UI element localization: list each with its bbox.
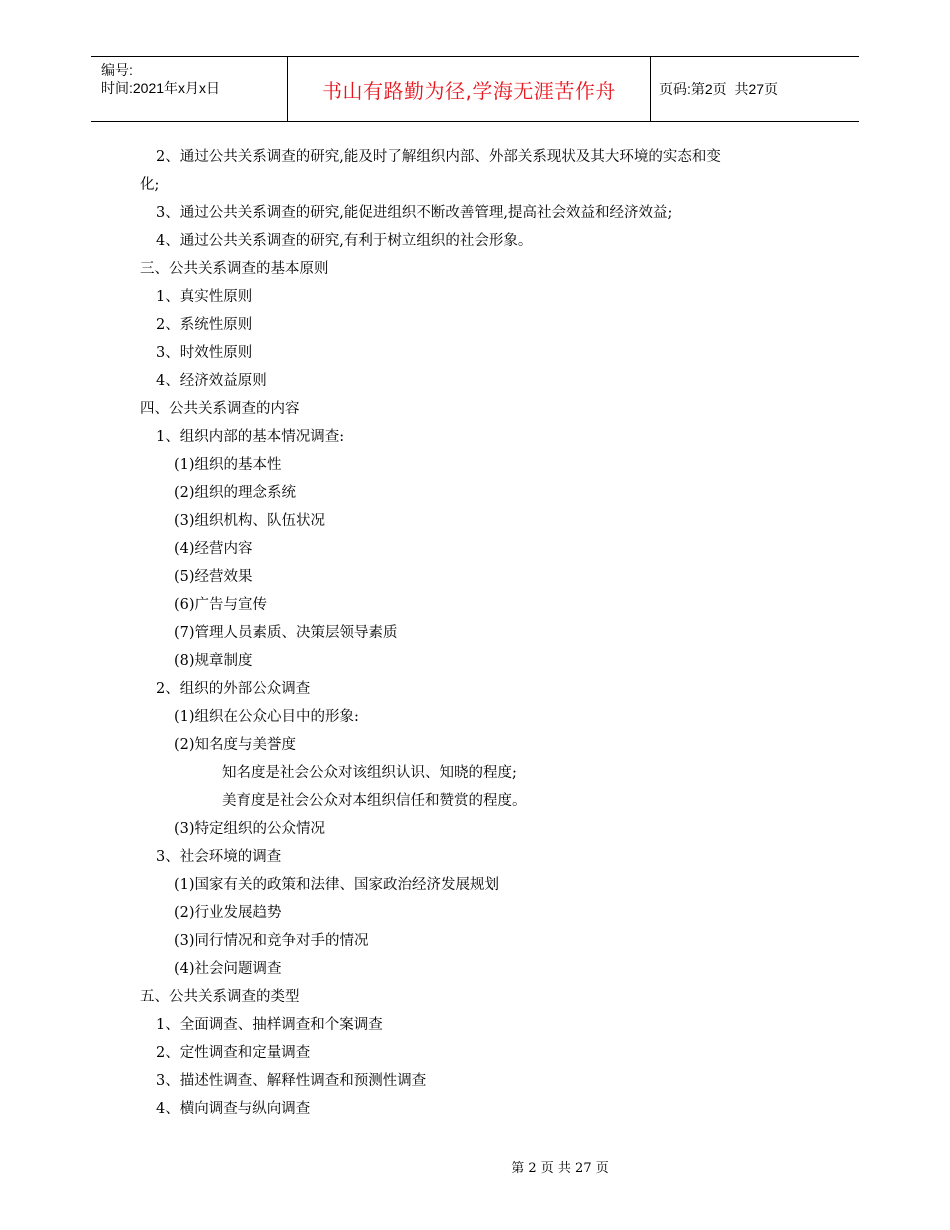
list-item: 2、定性调查和定量调查: [156, 1045, 311, 1061]
list-item: (7)管理人员素质、决策层领导素质: [174, 625, 398, 641]
header-motto: 书山有路勤为径,学海无涯苦作舟: [287, 57, 651, 121]
page-footer: 第 2 页 共 27 页: [511, 1161, 609, 1176]
note-line: 知名度是社会公众对该组织认识、知晓的程度;: [222, 765, 517, 781]
page-header: [91, 56, 859, 122]
list-item: (1)组织在公众心目中的形象:: [174, 709, 359, 725]
list-item: (3)组织机构、队伍状况: [174, 513, 326, 529]
list-item: (4)社会问题调查: [174, 961, 282, 977]
list-item: (3)同行情况和竞争对手的情况: [174, 933, 369, 949]
paragraph-2-continued: 化;: [140, 177, 160, 193]
list-item: 4、经济效益原则: [156, 373, 267, 389]
document-body: [140, 143, 820, 1123]
list-item: (4)经营内容: [174, 541, 253, 557]
section-3-heading: 三、公共关系调查的基本原则: [140, 261, 329, 277]
paragraph-4: 4、通过公共关系调查的研究,有利于树立组织的社会形象。: [156, 233, 533, 249]
list-item: 3、描述性调查、解释性调查和预测性调查: [156, 1073, 427, 1089]
list-item: (1)国家有关的政策和法律、国家政治经济发展规划: [174, 877, 500, 893]
header-page-info: [651, 57, 859, 121]
list-item: (1)组织的基本性: [174, 457, 282, 473]
note-line: 美育度是社会公众对本组织信任和赞赏的程度。: [222, 793, 527, 809]
list-item: 1、真实性原则: [156, 289, 253, 305]
paragraph-3: 3、通过公共关系调查的研究,能促进组织不断改善管理,提高社会效益和经济效益;: [156, 205, 673, 221]
page-info-text: 页码:第2页 共27页: [659, 81, 779, 97]
time-label: 时间:2021年x月x日: [101, 80, 221, 96]
section-4-heading: 四、公共关系调查的内容: [140, 401, 300, 417]
header-meta: [91, 57, 287, 121]
subsection-heading: 2、组织的外部公众调查: [156, 681, 311, 697]
list-item: (5)经营效果: [174, 569, 253, 585]
subsection-heading: 3、社会环境的调查: [156, 849, 282, 865]
subsection-heading: 1、组织内部的基本情况调查:: [156, 429, 345, 445]
list-item: 3、时效性原则: [156, 345, 253, 361]
list-item: (2)知名度与美誉度: [174, 737, 297, 753]
paragraph-2: 2、通过公共关系调查的研究,能及时了解组织内部、外部关系现状及其大环境的实态和变: [156, 149, 721, 165]
list-item: (6)广告与宣传: [174, 597, 268, 613]
list-item: 1、全面调查、抽样调查和个案调查: [156, 1017, 383, 1033]
number-label: 编号:: [101, 62, 133, 78]
list-item: (2)组织的理念系统: [174, 485, 297, 501]
list-item: (8)规章制度: [174, 653, 253, 669]
list-item: 2、系统性原则: [156, 317, 253, 333]
list-item: (3)特定组织的公众情况: [174, 821, 326, 837]
list-item: (2)行业发展趋势: [174, 905, 282, 921]
list-item: 4、横向调查与纵向调查: [156, 1101, 311, 1117]
section-5-heading: 五、公共关系调查的类型: [140, 989, 300, 1005]
